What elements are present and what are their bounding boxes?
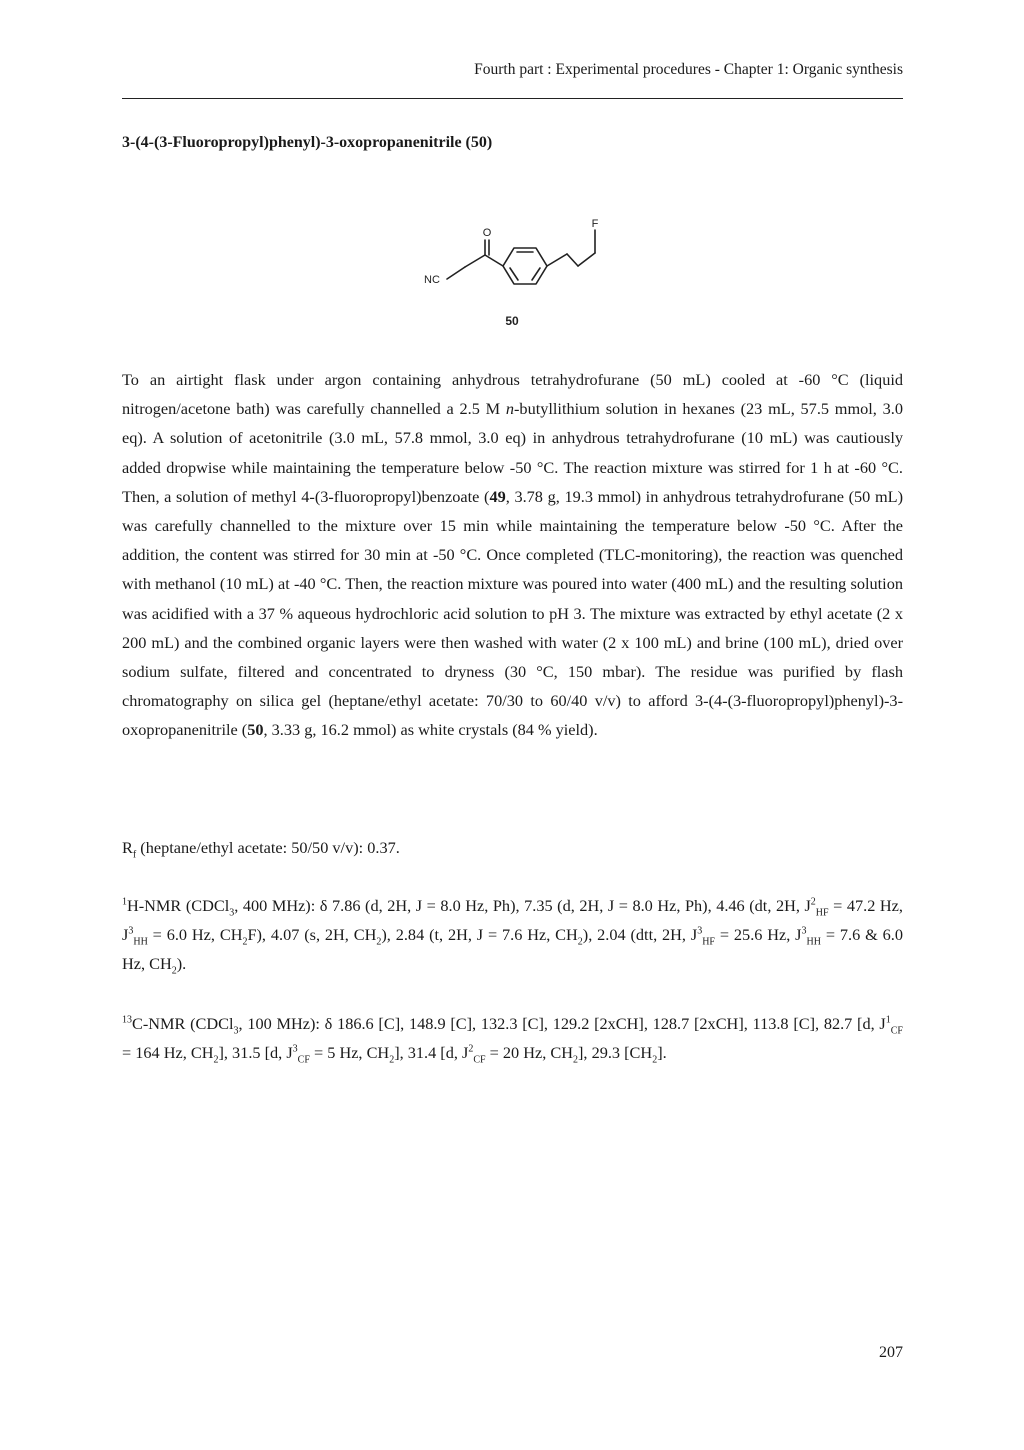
compound-number-label: 50 bbox=[505, 314, 519, 328]
running-header: Fourth part : Experimental procedures - Chapter 1: Organic synthesis bbox=[474, 61, 903, 78]
h-nmr-data: $^1$H-NMR (CDCl$_3$, 400 MHz): δ 7.86 (d, 2H, J = 8.0 Hz, Ph), 7.35 (d, 2H, J = 8.0 Hz, Ph), 4.46 (dt, 2H, $J^2_{HF} = 47.2$ Hz, $J^3_{HH} = 6.0$ Hz, $CH_2F$), 4.07 (s, 2H, $CH_2$), 2.84 (t, 2H, J = 7.6 Hz, $CH_2$), 2.04 (dtt, 2H, $J^3_{HF} = 25.6$ Hz, $J^3_{HH} = 7.6$ & 6.0 Hz, $CH_2$). bbox=[122, 896, 903, 977]
c-nmr-data: $^{13}$C-NMR (CDCl$_3$, 100 MHz): δ 186.6 [C], 148.9 [C], 132.3 [C], 129.2 [2xCH], 128.7 [2xCH], 113.8 [C], 82.7 [d, $J^1_{CF} = 164$ Hz, $CH_2$], 31.5 [d, $J^3_{CF} = 5$ Hz, $CH_2$], 31.4 [d, $J^2_{CF} = 20$ Hz, $CH_2$], 29.3 $[CH_2]$. bbox=[122, 1014, 903, 1066]
rf-value: $R_f$ (heptane/ethyl acetate: 50/50 v/v): 0.37. bbox=[122, 838, 400, 861]
chemical-structure bbox=[415, 205, 615, 335]
fluorine-label: F bbox=[591, 218, 599, 230]
page-number: 207 bbox=[879, 1344, 903, 1361]
header-divider bbox=[122, 98, 903, 99]
oxygen-label: O bbox=[482, 227, 492, 239]
procedure-paragraph: To an airtight flask under argon containing anhydrous tetrahydrofurane (50 mL) cooled at -60 °C (liquid nitrogen/acetone bath) was carefully channelled a 2.5 M n-butyllithium solution in hexanes (23 mL, 57.5 mmol, 3.0 eq). A solution of acetonitrile (3.0 mL, 57.8 mmol, 3.0 eq) in anhydrous tetrahydrofurane (10 mL) was cautiously added dropwise while maintaining the temperature below -50 °C. The reaction mixture was stirred for 1 h at -60 °C. Then, a solution of methyl 4-(3-fluoropropyl)benzoate (49, 3.78 g, 19.3 mmol) in anhydrous tetrahydrofurane (50 mL) was carefully channelled to the mixture over 15 min while maintaining the temperature below -50 °C. After the addition, the content was stirred for 30 min at -50 °C. Once completed (TLC-monitoring), the reaction was quenched with methanol (10 mL) at -40 °C. Then, the reaction mixture was poured into water (400 mL) and the resulting solution was acidified with a 37 % aqueous hydrochloric acid solution to pH 3. The mixture was extracted by ethyl acetate (2 x 200 mL) and the combined organic layers were then washed with water (2 x 100 mL) and brine (100 mL), dried over sodium sulfate, filtered and concentrated to dryness (30 °C, 150 mbar). The residue was purified by flash chromatography on silica gel (heptane/ethyl acetate: 70/30 to 60/40 v/v) to afford 3-(4-(3-fluoropropyl)phenyl)-3-oxopropanenitrile (50, 3.33 g, 16.2 mmol) as white crystals (84 % yield). bbox=[122, 370, 903, 740]
nitrile-label: NC bbox=[424, 274, 440, 286]
compound-title: 3-(4-(3-Fluoropropyl)phenyl)-3-oxopropanenitrile (50) bbox=[122, 134, 493, 151]
